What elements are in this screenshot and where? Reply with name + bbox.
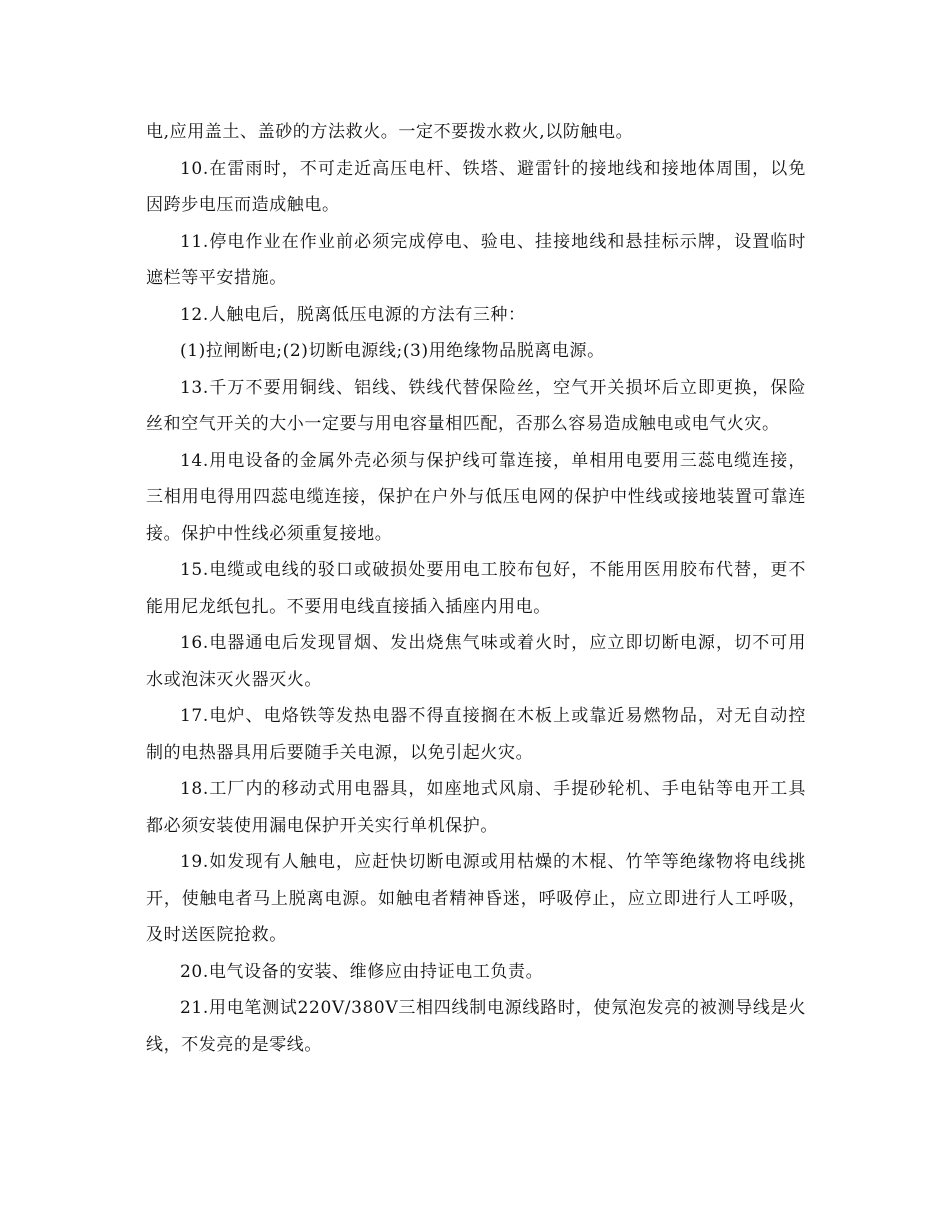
paragraph-item-13: 13.千万不要用铜线、铝线、铁线代替保险丝，空气开关损坏后立即更换，保险丝和空气开关的大小一定要与用电容量相匹配，否那么容易造成触电或电气火灾。 [146,377,806,434]
paragraph-item-19: 19.如发现有人触电，应赶快切断电源或用枯燥的木棍、竹竿等绝缘物将电线挑开，使触电者马上脱离电源。如触电者精神昏迷，呼吸停止，应立即进行人工呼吸，及时送医院抢救。 [146,852,806,945]
paragraph-item-12-methods: (1)拉闸断电;(2)切断电源线;(3)用绝缘物品脱离电源。 [180,341,605,361]
paragraph-item-15: 15.电缆或电线的驳口或破损处要用电工胶布包好，不能用医用胶布代替，更不能用尼龙纸包扎。不要用电线直接插入插座内用电。 [146,560,806,617]
paragraph-item-21: 21.用电笔测试220V/380V三相四线制电源线路时，使氖泡发亮的被测导线是火线，不发亮的是零线。 [146,998,806,1055]
paragraph-item-11: 11.停电作业在作业前必须完成停电、验电、挂接地线和悬挂标示牌，设置临时遮栏等平安措施。 [146,231,806,288]
paragraph-item-14: 14.用电设备的金属外壳必须与保护线可靠连接，单相用电要用三蕊电缆连接，三相用电得用四蕊电缆连接，保护在户外与低压电网的保护中性线或接地装置可靠连接。保护中性线必须重复接地。 [146,450,806,544]
paragraph-item-16: 16.电器通电后发现冒烟、发出烧焦气味或着火时，应立即切断电源，切不可用水或泡沫灭火器灭火。 [146,633,806,690]
paragraph-item-18: 18.工厂内的移动式用电器具，如座地式风扇、手提砂轮机、手电钻等电开工具都必须安装使用漏电保护开关实行单机保护。 [146,779,806,836]
paragraph-item-20: 20.电气设备的安装、维修应由持证电工负责。 [180,961,544,982]
paragraph-item-10: 10.在雷雨时，不可走近高压电杆、铁塔、避雷针的接地线和接地体周围，以免因跨步电压而造成触电。 [146,158,806,215]
paragraph-item-12: 12.人触电后，脱离低压电源的方法有三种： [180,304,526,325]
paragraph-continuation: 电,应用盖土、盖砂的方法救火。一定不要拨水救火,以防触电。 [146,122,634,142]
paragraph-item-17: 17.电炉、电烙铁等发热电器不得直接搁在木板上或靠近易燃物品，对无自动控制的电热器具用后要随手关电源，以免引起火灾。 [146,706,806,763]
document-body [146,114,806,1063]
